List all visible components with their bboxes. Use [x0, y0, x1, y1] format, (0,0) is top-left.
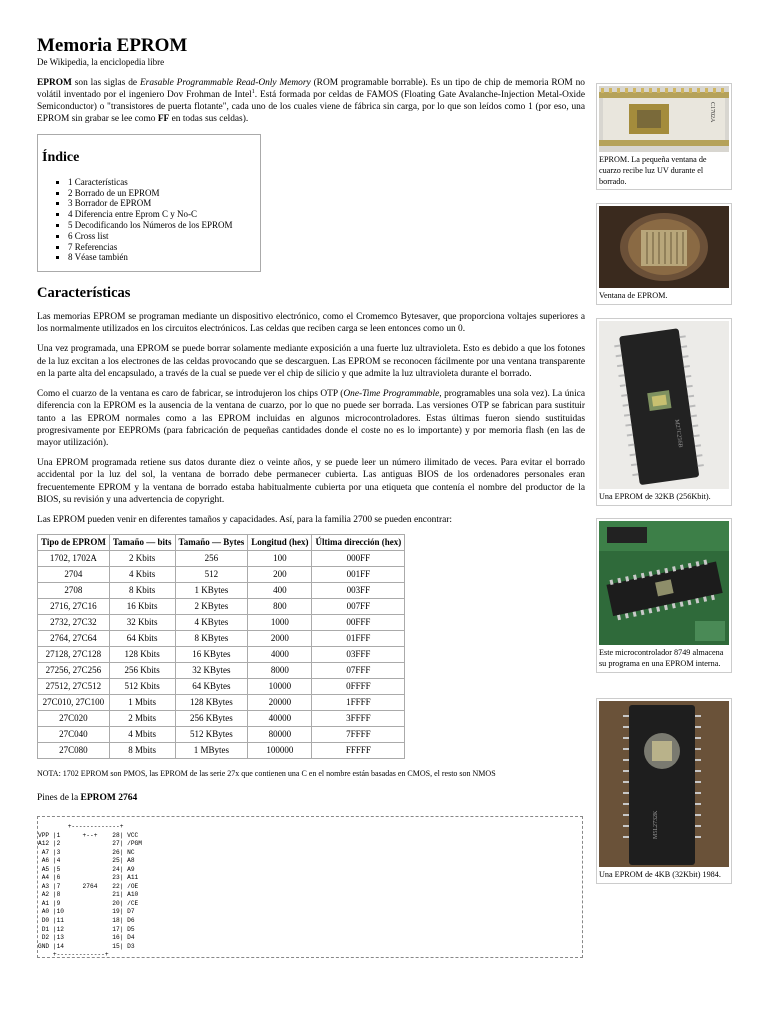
table-cell: 20000: [248, 695, 312, 711]
paragraph-text: Como el cuarzo de la ventana es caro de fabricar, se introdujeron los chips OTP (: [37, 389, 344, 400]
table-cell: 1 Mbits: [109, 695, 175, 711]
figure: [596, 518, 732, 673]
table-cell: 27C080: [38, 743, 110, 759]
toc-title: Índice: [42, 149, 80, 165]
toc-item[interactable]: ▪ 7 Referencias: [68, 242, 254, 253]
column-header: Tamaño — bits: [109, 535, 175, 551]
table-cell: 000FF: [312, 551, 405, 567]
table-cell: 27C020: [38, 711, 110, 727]
page-title: Memoria EPROM: [37, 35, 188, 56]
eprom-4kb-graphic: [599, 701, 729, 867]
table-cell: 8 Kbits: [109, 583, 175, 599]
table-body: [38, 551, 405, 759]
table-cell: 512: [175, 567, 248, 583]
table-row: [38, 567, 405, 583]
table-cell: 100: [248, 551, 312, 567]
toc-item[interactable]: ▪ 2 Borrado de un EPROM: [68, 188, 254, 199]
pinout-diagram: +-------------+ VPP |1 +--+ 28| VCC A12 |2 27| /PGM A7 |3 26| NC A6 |4 25| A8 A5 |5 24| A9 A4 |6 23| A11 A3 |7 2764 22| /OE A2 |8 21| A10 A1 |9 20| /CE A0 |10 19| D7 D0 |11 18| D6 D1 |12 17| D5 D2 |13 16| D4 GND |14 15| D3 +-------------+: [37, 816, 583, 958]
table-cell: 0FFFF: [312, 679, 405, 695]
table-cell: 2732, 27C32: [38, 615, 110, 631]
table-cell: 1 KBytes: [175, 583, 248, 599]
table-cell: 27512, 27C512: [38, 679, 110, 695]
figure: [596, 318, 732, 506]
figure: [596, 83, 732, 190]
table-row: [38, 647, 405, 663]
table-cell: 2716, 27C16: [38, 599, 110, 615]
table-cell: FFFFF: [312, 743, 405, 759]
table-cell: 32 KBytes: [175, 663, 248, 679]
table-cell: 2764, 27C64: [38, 631, 110, 647]
table-cell: 2704: [38, 567, 110, 583]
intro-expansion: Erasable Programmable Read-Only Memory: [139, 77, 311, 88]
table-cell: 2 KBytes: [175, 599, 248, 615]
table-cell: 256 KBytes: [175, 711, 248, 727]
table-cell: 16 Kbits: [109, 599, 175, 615]
table-cell: 256 Kbits: [109, 663, 175, 679]
table-cell: 27128, 27C128: [38, 647, 110, 663]
table-cell: 512 Kbits: [109, 679, 175, 695]
pins-title-chip: EPROM 2764: [80, 792, 138, 803]
otp-paragraph: [37, 388, 585, 449]
intro-paragraph: [37, 77, 585, 126]
table-cell: 800: [248, 599, 312, 615]
figure: [596, 698, 732, 884]
table-cell: 07FFF: [312, 663, 405, 679]
table-row: [38, 679, 405, 695]
table-row: [38, 615, 405, 631]
figure-caption: Ventana de EPROM.: [599, 291, 668, 300]
table-cell: 1000: [248, 615, 312, 631]
toc-item[interactable]: ▪ 3 Borrador de EPROM: [68, 198, 254, 209]
column-header: Longitud (hex): [248, 535, 312, 551]
table-cell: 200: [248, 567, 312, 583]
column-header: Tipo de EPROM: [38, 535, 110, 551]
table-cell: 256: [175, 551, 248, 567]
eprom-chip-graphic: [599, 86, 729, 152]
table-cell: 27256, 27C256: [38, 663, 110, 679]
table-cell: 10000: [248, 679, 312, 695]
table-cell: 512 KBytes: [175, 727, 248, 743]
table-cell: 64 Kbits: [109, 631, 175, 647]
table-cell: 03FFF: [312, 647, 405, 663]
table-row: [38, 695, 405, 711]
table-cell: 64 KBytes: [175, 679, 248, 695]
table-cell: 4000: [248, 647, 312, 663]
table-cell: 8000: [248, 663, 312, 679]
table-cell: 80000: [248, 727, 312, 743]
toc-item[interactable]: ▪ 8 Véase también: [68, 252, 254, 263]
intro-text: son las siglas de: [71, 77, 140, 88]
microcontroller-photo[interactable]: [599, 521, 729, 645]
otp-term: One-Time Programmable: [343, 389, 440, 400]
microcontroller-graphic: [599, 521, 729, 645]
table-cell: 16 KBytes: [175, 647, 248, 663]
column-header: Tamaño — Bytes: [175, 535, 248, 551]
table-cell: 1702, 1702A: [38, 551, 110, 567]
eprom-32kb-graphic: [599, 321, 729, 489]
table-cell: 007FF: [312, 599, 405, 615]
table-row: [38, 551, 405, 567]
table-cell: 8 KBytes: [175, 631, 248, 647]
eprom-table: [37, 534, 405, 759]
chip-label: C1702A: [709, 102, 715, 123]
table-cell: 003FF: [312, 583, 405, 599]
figure-caption: EPROM. La pequeña ventana de cuarzo recibe luz UV durante el borrado.: [599, 155, 707, 186]
pins-title-text: Pines de la: [37, 792, 81, 803]
paragraph: Una EPROM programada retiene sus datos durante diez o veinte años, y se puede leer un número ilimitado de veces. Para evitar el borrado accidental por la luz del sol, la ventana de borrado debe permanecer cubierta. Las antiguas BIOS de los ordenadores personales eran frecuentemente EPROM y la ventana de borrado estaba habitualmente cubierta por una etiqueta que contenía el nombre del productor de la BIOS, su revisión y una advertencia de copyright.: [37, 458, 585, 505]
table-cell: 100000: [248, 743, 312, 759]
table-cell: 1 MBytes: [175, 743, 248, 759]
table-row: [38, 599, 405, 615]
paragraph-text: , programables una sola vez). La única diferencia con la EPROM es la ausencia de la ventana de cuarzo, por lo que no puede ser borrada. Las versiones OTP se fabrican para sustituir tanto a las EPROM normales como a las EPROM incluidas en algunos microcontroladores. Estas últimas fueron siendo sustituidas progresivamente por EEPROMs (para fabricación de pequeñas cantidades donde el coste no es lo importante) y por memoria flash (en las de mayor utilización).: [37, 389, 585, 448]
paragraph: Una vez programada, una EPROM se puede borrar solamente mediante exposición a una fuerte luz ultravioleta. Esto es debido a que los fotones de la luz excitan a los electrones de las celdas provocando que se descarguen. Las EPROM se reconocen fácilmente por una ventana transparente en la parte alta del encapsulado, a través de la cual se puede ver el chip de silicio y que admite la luz ultravioleta durante el borrado.: [37, 344, 585, 379]
table-cell: 400: [248, 583, 312, 599]
page-subtitle: De Wikipedia, la enciclopedia libre: [37, 56, 165, 67]
eprom-photo[interactable]: [599, 86, 729, 152]
section-heading: Características: [37, 285, 131, 302]
table-row: [38, 663, 405, 679]
intro-term: EPROM: [37, 77, 72, 88]
figure-caption: Este microcontrolador 8749 almacena su programa en una EPROM interna.: [599, 648, 724, 668]
table-of-contents: [37, 134, 261, 273]
pins-title: [37, 792, 585, 804]
table-cell: 128 Kbits: [109, 647, 175, 663]
table-row: [38, 743, 405, 759]
table-cell: 27C040: [38, 727, 110, 743]
table-cell: 3FFFF: [312, 711, 405, 727]
figure-caption: Una EPROM de 32KB (256Kbit).: [599, 492, 711, 501]
toc-item[interactable]: ▪ 4 Diferencia entre Eprom C y No-C: [68, 209, 254, 220]
table-cell: 4 KBytes: [175, 615, 248, 631]
table-cell: 7FFFF: [312, 727, 405, 743]
table-cell: 01FFF: [312, 631, 405, 647]
chip-label: M5L2732K: [653, 810, 659, 839]
table-cell: 4 Mbits: [109, 727, 175, 743]
eprom-32kb-photo[interactable]: [599, 321, 729, 489]
table-cell: 2000: [248, 631, 312, 647]
table-cell: 27C010, 27C100: [38, 695, 110, 711]
intro-text: en todas sus celdas).: [169, 114, 249, 125]
table-cell: 128 KBytes: [175, 695, 248, 711]
table-cell: 2 Mbits: [109, 711, 175, 727]
table-cell: 8 Mbits: [109, 743, 175, 759]
table-cell: 1FFFF: [312, 695, 405, 711]
table-cell: 2 Kbits: [109, 551, 175, 567]
paragraph: Las memorias EPROM se programan mediante un dispositivo electrónico, como el Cromemco Bytesaver, que proporciona voltajes superiores a los normalmente utilizados en los circuitos electrónicos. Las celdas que reciben carga se leen entonces como un 0.: [37, 311, 585, 335]
toc-list: [42, 177, 254, 263]
table-row: [38, 583, 405, 599]
table-cell: 40000: [248, 711, 312, 727]
table-cell: 001FF: [312, 567, 405, 583]
table-row: [38, 727, 405, 743]
figure-caption: Una EPROM de 4KB (32Kbit) 1984.: [599, 870, 721, 879]
intro-ff: FF: [157, 114, 170, 125]
article: [37, 0, 585, 958]
figure: [596, 203, 732, 305]
toc-item[interactable]: ▪ 1 Características: [68, 177, 254, 188]
toc-item[interactable]: ▪ 5 Decodificando los Números de los EPROM: [68, 220, 254, 231]
table-header-row: [38, 535, 405, 551]
toc-item[interactable]: ▪ 6 Cross list: [68, 231, 254, 242]
table-row: [38, 631, 405, 647]
chip-label: M27C256B: [673, 419, 684, 448]
table-note: NOTA: 1702 EPROM son PMOS, las EPROM de las serie 27x que contienen una C en el nombre están basadas en CMOS, el resto son NMOS: [37, 769, 496, 779]
reference-link[interactable]: 1: [251, 88, 255, 95]
table-cell: 00FFF: [312, 615, 405, 631]
intro-text: (ROM programable borrable). Es un tipo de chip de memoria ROM no volátil inventado por el ingeniero Dov Frohman de Intel: [37, 77, 585, 100]
table-cell: 32 Kbits: [109, 615, 175, 631]
table-cell: 4 Kbits: [109, 567, 175, 583]
paragraph: Las EPROM pueden venir en diferentes tamaños y capacidades. Así, para la familia 2700 se pueden encontrar:: [37, 515, 452, 526]
column-header: Última dirección (hex): [312, 535, 405, 551]
eprom-window-photo[interactable]: [599, 206, 729, 288]
table-cell: 2708: [38, 583, 110, 599]
intro-text: . Está formada por celdas de FAMOS (Floating Gate Avalanche-Injection Metal-Oxide Semiconductor) o "transistores de puerta flotante", cada uno de los cuales viene de fábrica sin carga, por lo que son leídos como 1 (por eso, una EPROM sin grabar se lee como: [37, 89, 585, 125]
eprom-window-graphic: [599, 206, 729, 288]
table-row: [38, 711, 405, 727]
eprom-4kb-photo[interactable]: [599, 701, 729, 867]
